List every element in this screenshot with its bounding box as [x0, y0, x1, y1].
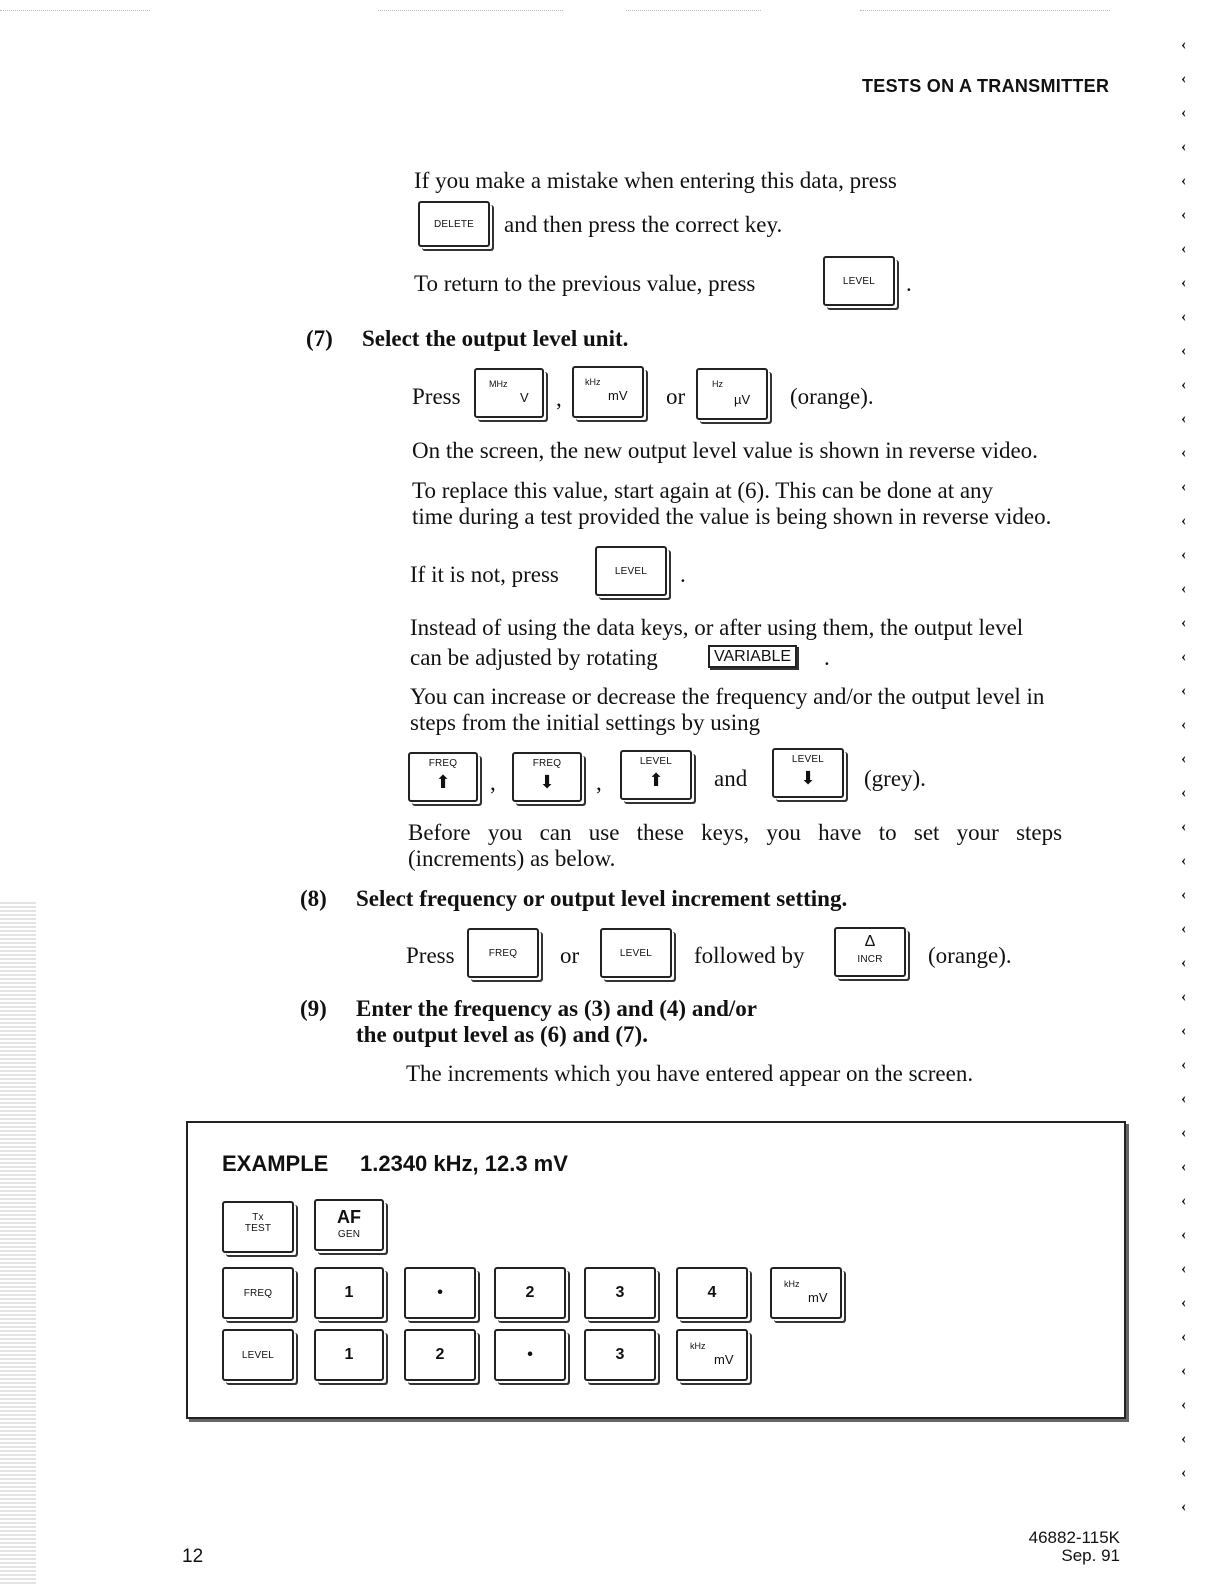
binding-mark: ‹	[1181, 682, 1187, 699]
increase-text-1: You can increase or decrease the frequency and/or the output level in	[410, 684, 1045, 709]
digit-label: 3	[615, 1346, 625, 1363]
comma: ,	[596, 770, 602, 795]
mv-label: mV	[608, 388, 628, 403]
doc-number: 46882-115K	[1028, 1528, 1120, 1547]
binding-mark: ‹	[1181, 1158, 1187, 1175]
level-key	[600, 928, 672, 978]
or-text: or	[560, 943, 580, 968]
replace-text-2: time during a test provided the value is being shown in reverse video.	[412, 504, 1052, 529]
replace-text-1: To replace this value, start again at (6). This can be done at any	[412, 478, 994, 503]
decimal-label: •	[527, 1346, 533, 1363]
step-7-number: (7)	[306, 326, 333, 351]
scan-line	[0, 10, 150, 11]
digit-label: 1	[344, 1284, 354, 1301]
variable-label: VARIABLE	[708, 645, 797, 668]
incr-key	[834, 927, 906, 977]
binding-mark: ‹	[1181, 1022, 1187, 1039]
level-key	[823, 256, 895, 306]
binding-mark: ‹	[1181, 70, 1187, 87]
digit-key	[676, 1267, 748, 1319]
comma: ,	[490, 770, 496, 795]
binding-mark: ‹	[1181, 478, 1187, 495]
binding-mark: ‹	[1181, 886, 1187, 903]
hz-label: Hz	[712, 379, 723, 389]
decimal-key	[404, 1267, 476, 1319]
level-key-label: LEVEL	[619, 947, 653, 959]
binding-mark: ‹	[1181, 376, 1187, 393]
example-box	[186, 1121, 1126, 1419]
doc-date: Sep. 91	[1061, 1546, 1120, 1565]
tx-label: Tx	[252, 1212, 264, 1223]
mv-label: mV	[714, 1352, 734, 1367]
khz-label: kHz	[585, 377, 601, 387]
v-label: V	[520, 390, 529, 405]
incr-label: INCR	[857, 954, 883, 965]
binding-mark: ‹	[1181, 206, 1187, 223]
mhz-v-key	[474, 368, 544, 418]
mv-label: mV	[808, 1290, 828, 1305]
example-value: 1.2340 kHz, 12.3 mV	[360, 1151, 568, 1176]
level-key-label: LEVEL	[241, 1349, 275, 1361]
before-text-1: Before you can use these keys, you have to set your steps	[408, 820, 1063, 845]
step-8-heading: Select frequency or output level increment setting.	[356, 886, 848, 911]
scan-line	[378, 10, 563, 11]
instead-text-1: Instead of using the data keys, or after using them, the output level	[410, 615, 1024, 640]
page-number: 12	[182, 1546, 204, 1567]
binding-mark: ‹	[1181, 36, 1187, 53]
binding-mark: ‹	[1181, 1260, 1187, 1277]
af-gen-key	[314, 1199, 384, 1251]
freq-up-key	[408, 752, 478, 802]
increments-text: The increments which you have entered appear on the screen.	[406, 1061, 974, 1086]
delta-icon: Δ	[864, 933, 876, 950]
period: .	[906, 271, 912, 296]
binding-mark: ‹	[1181, 138, 1187, 155]
af-label: AF	[337, 1207, 361, 1227]
example-label: EXAMPLE	[222, 1151, 329, 1176]
mistake-text: If you make a mistake when entering this data, press	[414, 168, 897, 193]
press-text: Press	[406, 943, 455, 968]
binding-mark: ‹	[1181, 1430, 1187, 1447]
binding-mark: ‹	[1181, 750, 1187, 767]
binding-mark: ‹	[1181, 1464, 1187, 1481]
binding-mark: ‹	[1181, 614, 1187, 631]
digit-key	[584, 1329, 656, 1381]
digit-key	[314, 1329, 384, 1381]
step-9-number: (9)	[300, 996, 327, 1021]
decimal-key	[494, 1329, 566, 1381]
khz-mv-key	[676, 1329, 748, 1381]
khz-label: kHz	[784, 1279, 800, 1289]
scan-line	[860, 10, 1110, 11]
digit-label: 4	[707, 1284, 717, 1301]
digit-key	[404, 1329, 476, 1381]
tx-test-key	[222, 1201, 294, 1253]
arrow-down-icon: ⬇	[800, 768, 816, 788]
binding-mark: ‹	[1181, 1124, 1187, 1141]
binding-mark: ‹	[1181, 444, 1187, 461]
arrow-up-icon: ⬆	[648, 770, 664, 790]
binding-mark: ‹	[1181, 648, 1187, 665]
binding-mark: ‹	[1181, 1192, 1187, 1209]
binding-mark: ‹	[1181, 410, 1187, 427]
level-key-label: LEVEL	[842, 275, 876, 287]
arrow-up-icon: ⬆	[435, 772, 451, 792]
binding-mark: ‹	[1181, 274, 1187, 291]
digit-key	[494, 1267, 566, 1319]
binding-mark: ‹	[1181, 308, 1187, 325]
binding-mark: ‹	[1181, 240, 1187, 257]
binding-mark: ‹	[1181, 172, 1187, 189]
if-not-text: If it is not, press	[410, 562, 559, 587]
delete-key-label: DELETE	[433, 218, 475, 230]
binding-mark: ‹	[1181, 1226, 1187, 1243]
delete-key	[418, 201, 490, 247]
period: .	[680, 562, 686, 587]
test-label: TEST	[244, 1223, 272, 1234]
decimal-label: •	[437, 1284, 443, 1301]
scan-edge-artifact	[0, 900, 36, 1584]
binding-mark: ‹	[1181, 546, 1187, 563]
gen-label: GEN	[337, 1229, 361, 1240]
reverse-video-text: On the screen, the new output level value is shown in reverse video.	[412, 438, 1038, 463]
comma: ,	[556, 386, 562, 411]
or-text: or	[666, 384, 686, 409]
khz-mv-key	[572, 366, 644, 418]
arrow-down-icon: ⬇	[539, 772, 555, 792]
level-down-key	[772, 748, 844, 798]
step-9-heading-2: the output level as (6) and (7).	[356, 1022, 648, 1047]
step-8-number: (8)	[300, 886, 327, 911]
binding-mark: ‹	[1181, 512, 1187, 529]
hz-uv-key	[696, 368, 768, 420]
binding-mark: ‹	[1181, 784, 1187, 801]
level-key	[222, 1329, 294, 1381]
freq-key	[222, 1267, 294, 1319]
level-key-label: LEVEL	[614, 565, 648, 577]
digit-label: 1	[344, 1346, 354, 1363]
level-label: LEVEL	[639, 756, 673, 767]
khz-mv-key	[770, 1267, 842, 1319]
variable-control	[708, 645, 797, 668]
orange-text: (orange).	[790, 384, 874, 409]
binding-mark: ‹	[1181, 580, 1187, 597]
orange-text: (orange).	[928, 943, 1012, 968]
correct-key-text: and then press the correct key.	[504, 212, 783, 237]
grey-text: (grey).	[864, 766, 926, 791]
digit-key	[584, 1267, 656, 1319]
uv-label: µV	[734, 392, 751, 407]
step-7-heading: Select the output level unit.	[362, 326, 629, 351]
binding-mark: ‹	[1181, 1396, 1187, 1413]
mhz-label: MHz	[489, 379, 508, 389]
instead-text-2: can be adjusted by rotating	[410, 645, 658, 670]
binding-mark: ‹	[1181, 1328, 1187, 1345]
binding-mark: ‹	[1181, 920, 1187, 937]
press-text: Press	[412, 384, 461, 409]
digit-label: 3	[615, 1284, 625, 1301]
binding-mark: ‹	[1181, 1090, 1187, 1107]
binding-mark: ‹	[1181, 104, 1187, 121]
binding-mark: ‹	[1181, 1294, 1187, 1311]
level-up-key	[620, 750, 692, 800]
binding-mark: ‹	[1181, 852, 1187, 869]
binding-mark: ‹	[1181, 1498, 1187, 1515]
binding-mark: ‹	[1181, 1362, 1187, 1379]
digit-key	[314, 1267, 384, 1319]
binding-mark: ‹	[1181, 716, 1187, 733]
binding-mark: ‹	[1181, 1056, 1187, 1073]
freq-label: FREQ	[428, 758, 458, 769]
scan-line	[626, 10, 761, 11]
binding-mark: ‹	[1181, 954, 1187, 971]
khz-label: kHz	[690, 1341, 706, 1351]
digit-label: 2	[435, 1346, 445, 1363]
freq-down-key	[512, 752, 582, 802]
binding-mark: ‹	[1181, 988, 1187, 1005]
followed-by-text: followed by	[694, 943, 805, 968]
increase-text-2: steps from the initial settings by using	[410, 710, 761, 735]
return-text: To return to the previous value, press	[414, 271, 756, 296]
freq-key-label: FREQ	[243, 1287, 273, 1299]
freq-key-label: FREQ	[488, 947, 518, 959]
freq-label: FREQ	[532, 758, 562, 769]
page-header-title: TESTS ON A TRANSMITTER	[862, 76, 1110, 96]
step-9-heading-1: Enter the frequency as (3) and (4) and/or	[356, 996, 758, 1021]
before-text-2: (increments) as below.	[408, 846, 616, 871]
and-text: and	[714, 766, 748, 791]
level-key	[595, 546, 667, 596]
binding-mark: ‹	[1181, 342, 1187, 359]
period: .	[824, 645, 830, 670]
level-label: LEVEL	[791, 754, 825, 765]
binding-mark: ‹	[1181, 818, 1187, 835]
digit-label: 2	[525, 1284, 535, 1301]
freq-key	[467, 928, 539, 978]
